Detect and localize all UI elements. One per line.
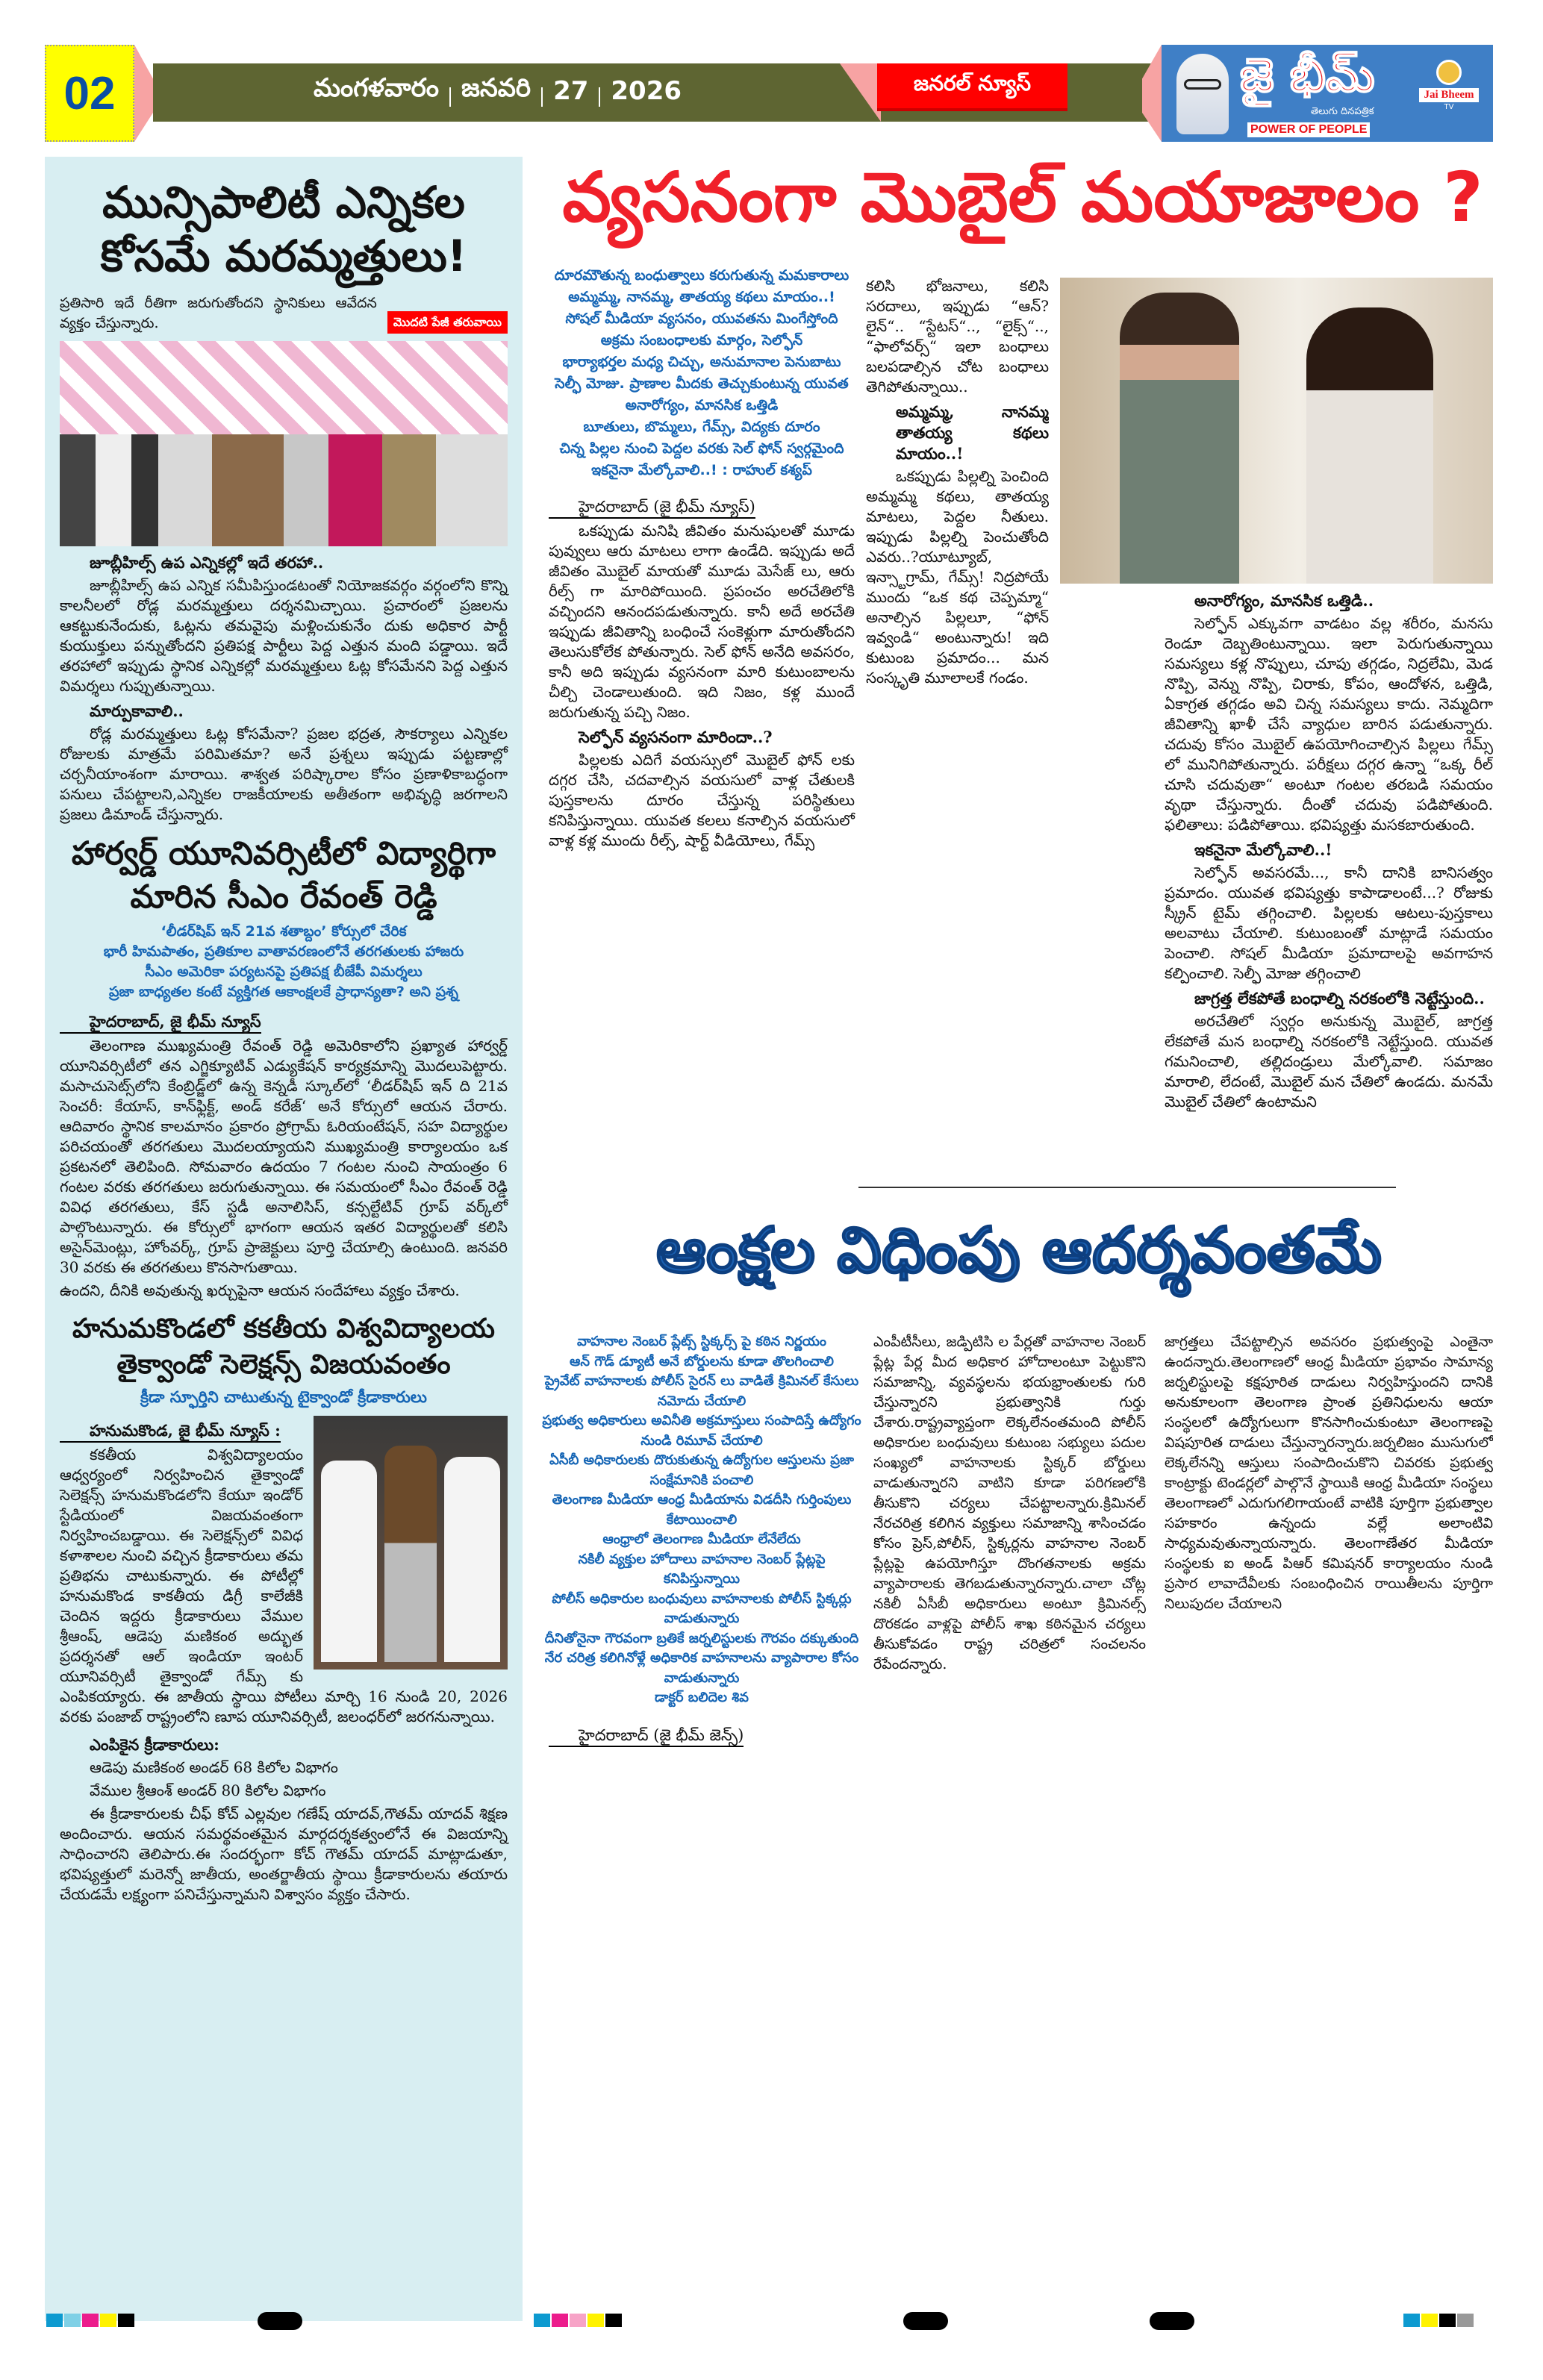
taekwondo-selected: ఎంపికైన క్రీడాకారులు: ఆడెపు మణికంఠ అండర్ 68 కిలోల విభాగం వేముల శ్రీఆంశ్ అండర్ 80 కిలోల విభాగం ఈ క్రీడాకారులకు చీఫ్ కోచ్ ఎల్లవుల గణేష్ యాదవ్,గౌతమ్ యాదవ్ శిక్షణ అందించారు. ఆయన సమర్థవంతమైన మార్గదర్శకత్వంలోనే ఈ విజయాన్ని సాధించారని తెలిపారు.ఈ సందర్భంగా కోచ్ గౌతమ్ యాదవ్ మాట్లాడుతూ, భవిష్యత్తులో మరెన్నో జాతీయ, అంతర్జాతీయ స్థాయి క్రీడాకారులను తయారు చేయడమే లక్ష్యంగా పనిచేస్తున్నామని విశ్వాసం వ్యక్తం చేసారు. bbox=[60, 1735, 508, 1903]
registration-oval bbox=[258, 2312, 302, 2330]
color-mark bbox=[82, 2314, 99, 2327]
day: 27 bbox=[553, 76, 589, 106]
decorative-wedge bbox=[134, 45, 153, 142]
color-mark bbox=[46, 2314, 63, 2327]
color-mark bbox=[100, 2314, 116, 2327]
logo-english: POWER OF PEOPLE bbox=[1247, 122, 1370, 137]
color-mark bbox=[570, 2314, 586, 2327]
mobile-col2: కలిసి భోజనాలు, కలిసి సరదాలు, ఇప్పుడు “ఆన్? లైన్“.. “స్టేటస్“.., “లైక్స్“.., “ఫాలోవర్స్“ ఇలా బంధాలు బలపడాల్సిన చోట బంధాలు తెగిపోతున్నాయి.. అమ్మమ్మ, నానమ్మ తాతయ్య కథలు మాయం..! ఒకప్పుడు పిల్లల్ని పెంచింది అమ్మమ్మ కథలు, తాతయ్య మాటలు, పెద్దల నీతులు. ఇప్పుడు పిల్లల్ని పెంచుతోంది ఎవరు..?యూట్యూబ్, ఇన్స్టాగ్రామ్, గేమ్స్! నిద్రపోయే ముందు “ఒక కథ చెప్పమ్మా“ అనాల్సిన పిల్లలూ, “ఫోన్ ఇవ్వండి“ అంటున్నారు! ఇది కుటుంబ ప్రమాదం... మన సంస్కృతి మూలాలకే గండం. bbox=[866, 277, 1049, 687]
mobile-col3: అనారోగ్యం, మానసిక ఒత్తిడి.. సెల్ఫోన్ ఎక్కువగా వాడటం వల్ల శరీరం, మనసు రెండూ దెబ్బతింటున్నాయి. ఇలా పెరుగుతున్నాయి సమస్యలు కళ్ల నొప్పులు, చూపు తగ్గడం, నిద్రలేమి, మెడ నొప్పి, వెన్ను నొప్పి, చిరాకు, కోపం, ఆందోళన, ఒత్తిడి, ఏకాగ్రత తగ్గడం అవి చిన్న సమస్యలు కాదు. నెమ్మదిగా జీవితాన్ని ఖాళీ చేసే వ్యాధుల బారిన పడుతున్నారు. చదువు కోసం మొబైల్ ఉపయోగించాల్సిన పిల్లలు గేమ్స్ లో మునిగిపోతున్నారు. పరీక్షలు దగ్గర ఉన్నా “ఒక్క రీల్ చూసి చదువుతా“ అంటూ గంటల తరబడి సమయం వృథా చేస్తున్నారు. దీంతో చదువు పడిపోతుంది. ఫలితాలు: పడిపోతాయి. భవిష్యత్తు మసకబారుతుంది. ఇకనైనా మేల్కోవాలి..! సెల్ఫోన్ అవసరమే..., కానీ దానికి బానిసత్వం ప్రమాదం. యువత భవిష్యత్తు కాపాడాలంటే...? రోజుకు స్క్రీన్ టైమ్ తగ్గించాలి. పిల్లలకు ఆటలు-పుస్తకాలు అలవాటు చేయాలి. కుటుంబంతో మాట్లాడే సమయం పెంచాలి. సోషల్ మీడియా ప్రమాదాలపై అవగాహన కల్పించాలి. సెల్ఫీ మోజు తగ్గించాలి జాగ్రత్త లేకపోతే బంధాల్ని నరకంలోకి నెట్టేస్తుంది.. అరచేతిలో స్వర్గం అనుకున్న మొబైల్, జాగ్రత్త లేకపోతే మన బంధాల్ని నరకంలోకి నెట్టేస్తుంది. యువత గమనించాలి, తల్లిదండ్రులు మేల్కోవాలి. సమాజం మారాలి, లేదంటే, మొబైల్ మన చేతిలో ఉండదు. మనమే మొబైల్ చేతిలో ఉంటామని bbox=[1165, 591, 1493, 1111]
month: జనవరి bbox=[461, 73, 532, 103]
plates-col3: జాగ్రత్తలు చేపట్టాల్సిన అవసరం ప్రభుత్వంపై ఎంతైనా ఉందన్నారు.తెలంగాణలో ఆంధ్ర మీడియా ప్రభావం సామాన్య జర్నలిస్టులపై కక్షపూరిత దాడులు నిర్వహిస్తుందని దానికి అనుకూలంగా తెలంగాణ ప్రాంత ప్రతినిధులను ఆయా సంస్థలలో ఉద్యోగులుగా కొనసాగించుకుంటూ తెలంగాణపై విషపూరిత దాడులు చేస్తున్నారన్నారు.జర్నలిజం ముసుగులో లెక్కలేనన్ని ఆస్తులు సంపాదించుకొని చివరకు ప్రభుత్వ కాంట్రాక్టు టెండర్లలో పాల్గొనే స్థాయికి ఆంధ్ర మీడియా సంస్థలు తెలంగాణలో ఎదుగుగలిగాయంటే వాటికి పూర్తిగా ప్రభుత్వాల సహకారం ఉన్నందు వల్లే అలాంటివి సాధ్యమవుతున్నాయన్నారు. తెలంగాణేతర మీడియా సంస్థలకు ఐ అండ్ పిఆర్ కమిషనర్ కార్యాలయం నుండి ప్రసార లావాదేవీలకు సంబంధించిన రాయితీలను పూర్తిగా నిలుపుదల చేయాలని bbox=[1165, 1334, 1493, 1612]
plates-headline: ఆంక్షల విధింపు ఆదర్శవంతమే bbox=[655, 1214, 1383, 1287]
masthead-logo bbox=[1162, 45, 1493, 142]
divider bbox=[858, 1187, 1396, 1188]
tv-logo: Jai Bheem TV bbox=[1419, 60, 1479, 134]
issue-date bbox=[314, 73, 682, 109]
weekday: మంగళవారం bbox=[314, 73, 439, 103]
portrait-icon bbox=[1176, 54, 1229, 134]
taekwondo-headline: హనుమకొండలో కకతీయ విశ్వవిద్యాలయ తైక్వాండో సెలెక్షన్స్ విజయవంతం bbox=[72, 1314, 495, 1380]
logo-tagline: తెలుగు దినపత్రిక bbox=[1311, 106, 1374, 117]
couple-arguing-photo bbox=[1060, 278, 1493, 584]
mobile-col1: హైదరాబాద్ (జై భీమ్ న్యూస్) ఒకప్పుడు మనిషి జీవితం మనుషులతో మూడు పువ్వులు ఆరు మాటలు లాగా ఉండేది. ఇప్పుడు అదే జీవితం మొబైల్ మాయతో మూడు మెసేజ్ లు, ఆరు రీల్స్ గా మారిపోయింది. ప్రపంచం అరచేతిలోకి వచ్చిందని ఆనందపడుతున్నారు. కానీ అదే అరచేతి ఇప్పుడు జీవితాన్ని బంధించే సంకెళ్లుగా మారుతోందని తెలుసుకోలేక పోతున్నారు. సెల్ ఫోన్ అనేది అవసరం, కానీ అది ఇప్పుడు వ్యసనంగా మారి కుటుంబాలను చీల్చి చెండాలుతుంది. ఇది నిజం, కళ్ల ముందే జరుగుతున్న పచ్చి నిజం. సెల్ఫోన్ వ్యసనంగా మారిందా..? పిల్లలకు ఎదిగే వయస్సులో మొబైల్ ఫోన్ లకు దగ్గర చేసి, చదవాల్సిన వయసులో వాళ్ల చేతులకి పుస్తకాలను దూరం చేస్తున్న పరిస్థితులు కనిపిస్తున్నాయి. యువత కలలు కనాల్సిన వయసులో వాళ్ల కళ్ల ముందు రీల్స్, షార్ట్ వీడియోలు, గేమ్స్ bbox=[549, 498, 855, 849]
plates-subheads: వాహనాల నెంబర్ ప్లేట్స్ స్టిక్కర్స్ పై కఠిన నిర్ణయం ఆన్ గౌడ్ డ్యూటీ అనే బోర్డులను కూడా తొలగించాలి ప్రైవేట్ వాహనాలకు పోలీస్ సైరన్ లు వాడితే క్రిమినల్ కేసులు నమోదు చేయాలి ప్రభుత్వ అధికారులు అవినీతి అక్రమాస్తులు సంపాదిస్తే ఉద్యోగం నుండి రిమూవ్ చేయాలి ఏసీబీ అధికారులకు దొరుకుతున్న ఉద్యోగుల ఆస్తులను ప్రజా సంక్షేమానికి పంచాలి తెలంగాణ మీడియా ఆంధ్ర మీడియాను విడదీసి గుర్తింపులు కేటాయించాలి ఆంధ్రాలో తెలంగాణ మీడియా లేనేలేదు నకిలీ వ్యక్తుల హోదాలు వాహనాల నెంబర్ ప్లేట్లపై కనిపిస్తున్నాయి పోలీస్ అధికారుల బంధువులు వాహనాలకు పోలీస్ స్టిక్కర్లు వాడుతున్నారు దీనితోనైనా గౌరవంగా బ్రతికే జర్నలిస్టులకు గౌరవం దక్కుతుంది నేర చరిత్ర కలిగినోళ్లే అధికారిక వాహనాలను వ్యాపారాల కోసం వాడుతున్నారు డాక్టర్ బలిదెల శివ bbox=[542, 1334, 861, 1705]
decorative-wedge bbox=[1142, 45, 1162, 142]
taekwondo-body: హనుమకొండ, జై భీమ్ న్యూస్ : కకతీయ విశ్వవిద్యాలయం ఆధ్వర్యంలో నిర్వహించిన తైక్వాండో సెలెక్షన్స్ హనుమకొండలోని కేయూ ఇండోర్ స్టేడియంలో విజయవంతంగా నిర్వహించబడ్డాయి. ఈ సెలెక్షన్స్‌లో వివిధ కళాశాలల నుంచి వచ్చిన క్రీడాకారులు తమ ప్రతిభను చాటుకున్నారు. ఈ పోటీల్లో హనుమకొండ కాకతీయ డిగ్రీ కాలేజీకి చెందిన ఇద్దరు క్రీడాకారులు వేముల శ్రీఆంష్, ఆడెపు మణికంఠ అద్భుత ప్రదర్శనతో ఆల్ ఇండియా ఇంటర్ యూనివర్సిటీ తైక్వాండో గేమ్స్ కు ఎంపికయ్యారు. ఈ జాతీయ స్థాయి పోటీలు మార్చి 16 నుండి 20, 2026 వరకు పంజాబ్ రాష్ట్రంలోని ణూప యూనివర్సిటీ, జలంధర్‌లో జరగనున్నాయి. bbox=[60, 1416, 508, 1730]
color-mark bbox=[1439, 2314, 1456, 2327]
page-number: 02 bbox=[45, 45, 134, 142]
logo-title: జై భీమ్ bbox=[1240, 48, 1375, 102]
taekwondo-subhead: క్రీడా స్ఫూర్తిని చాటుతున్న టైక్వాండో క్రీడాకారులు bbox=[140, 1388, 427, 1406]
mobile-subheads: దూరమౌతున్న బంధుత్వాలు కరుగుతున్న మమకారాలు అమ్మమ్మ, నానమ్మ, తాతయ్య కథలు మాయం..! సోషల్ మీడియా వ్యసనం, యువతను మింగేస్తోంది అక్రమ సంబంధాలకు మార్గం, సెల్ఫోన్ భార్యాభర్తల మధ్య చిచ్చు, అనుమానాల పెనుబాటు సెల్ఫీ మోజు. ప్రాణాల మీదకు తెచ్చుకుంటున్న యువత అనారోగ్యం, మానసిక ఒత్తిడి బూతులు, బొమ్మలు, గేమ్స్, విద్యకు దూరం చిన్న పిల్లల నుంచి పెద్దల వరకు సెల్ ఫోన్ స్వర్గమైంది ఇకనైనా మేల్కోవాలి..! : రాహుల్ కశ్యప్ bbox=[554, 267, 850, 478]
color-mark bbox=[605, 2314, 622, 2327]
harvard-subheads: ‘లీడర్‌షిప్ ఇన్ 21వ శతాబ్దం’ కోర్సులో చేరిక భారీ హిమపాతం, ప్రతికూల వాతావరణంలోనే తరగతులకు హాజరు సీఎం అమెరికా పర్యటనపై ప్రతిపక్ష బీజేపీ విమర్శలు ప్రజా బాధ్యతల కంటే వ్యక్తిగత ఆకాంక్షలకే ప్రాధాన్యతా? అని ప్రశ్న bbox=[103, 923, 464, 1000]
taekwondo-photo bbox=[314, 1416, 508, 1670]
plates-col1-stack bbox=[541, 1332, 862, 1749]
plates-col2: ఎంపీటీసీలు, జడ్పిటిసి ల పేర్లతో వాహనాల నెంబర్ ప్లేట్ల పేర్ల మీద అధికార హోదాలంటూ పెట్టుకొని సమాజాన్ని, వ్యవస్థలను భయభ్రాంతులకు గురి చేస్తున్నారని ప్రభుత్వానికి గుర్తు చేశారు.రాష్ట్రవ్యాప్తంగా లెక్కలేనంతమంది పోలీస్ అధికారుల బంధువులు కుటుంబ సభ్యులు పదుల సంఖ్యలో వాహనాలకు స్టిక్కర్ బోర్డులు వాడుతున్నారని వాటిని కూడా పరిగణలోకి తీసుకొని చర్యలు చేపట్టాలన్నారు.క్రిమినల్ నేరచరిత్ర కలిగిన వ్యక్తులు సమాజాన్ని శాసించడం కోసం ప్రెస్,పోలీస్, స్టిక్కర్లను వాహనాల నెంబర్ ప్లేట్లపై ఉపయోగిస్తూ దొంగతనాలకు అక్రమ వ్యాపారాలకు తెగబడుతున్నారన్నారు.చాలా చోట్ల నకిలీ ఏసీబీ అధికారులు అంటూ క్రిమినల్స్ దొరకడం వాళ్లపై పోలీస్ శాఖ కఠినమైన చర్యలు తీసుకోవడం రాష్ట్ర చరిత్రలో సంచలనం రేపేందన్నారు. bbox=[873, 1334, 1146, 1672]
continued-tag: మొదటి పేజీ తరువాయి bbox=[387, 311, 508, 334]
left-news-panel bbox=[45, 157, 523, 2321]
blurb: ప్రతిసారి ఇదే రీతిగా జరుగుతోందని స్థానికులు ఆవేదన వ్యక్తం చేస్తున్నారు. bbox=[60, 295, 377, 331]
plates-col1: హైదరాబాద్ (జై భీమ్ జెన్స్) bbox=[541, 1720, 862, 1749]
color-mark bbox=[1421, 2314, 1438, 2327]
mobile-col1-stack bbox=[545, 265, 858, 1168]
mobile-headline: వ్యసనంగా మొబైల్ మయాజాలం ? bbox=[562, 157, 1483, 237]
section-label: జనరల్ న్యూస్ bbox=[877, 63, 1067, 108]
color-mark bbox=[1457, 2314, 1474, 2327]
harvard-body: హైదరాబాద్, జై భీమ్ న్యూస్ తెలంగాణ ముఖ్యమంత్రి రేవంత్ రెడ్డి అమెరికాలోని ప్రఖ్యాత హార్వర్డ్ యూనివర్సిటీలో తన ఎగ్జిక్యూటివ్ ఎడ్యుకేషన్ కార్యక్రమాన్ని మొదలుపెట్టారు. మసాచుసెట్స్‌లోని కేంబ్రిడ్జ్‌లో ఉన్న కెన్నడీ స్కూల్‌లో ‘లీడర్‌షిప్ ఇన్ ది 21వ సెంచరీ: కేయాస్, కాన్‌ఫ్లిక్ట్, అండ్ కరేజ్‘ అనే కోర్సులో ఆయన చేరారు. ఆదివారం స్థానిక కాలమానం ప్రకారం ప్రోగ్రామ్ ఓరియంటేషన్, సహ విద్యార్థుల పరిచయంతో తరగతులు మొదలయ్యాయని ముఖ్యమంత్రి కార్యాలయం ఒక ప్రకటనలో తెలిపింది. సోమవారం ఉదయం 7 గంటల నుంచి సాయంత్రం 6 గంటల వరకు తరగతులు జరుగుతున్నాయి. ఈ సమయంలో సీఎం రేవంత్ రెడ్డి వివిధ తరగతులు, కేస్ స్టడీ అనాలిసిస్, కన్సల్టేటివ్ గ్రూప్ వర్క్‌లో పాల్గొంటున్నారు. ఈ కోర్సులో భాగంగా ఆయన ఇతర విద్యార్థులతో కలిసి అసైన్‌మెంట్లు, హోంవర్క్, గ్రూప్ ప్రాజెక్టులు పూర్తి చేయాల్సి ఉంటుంది. జనవరి 30 వరకు ఈ తరగతులు కొనసాగుతాయి. bbox=[60, 1012, 508, 1276]
color-mark bbox=[64, 2314, 81, 2327]
harvard-closing: ఉందని, దీనికి అవుతున్న ఖర్చుపైనా ఆయన సందేహాలు వ్యక్తం చేశారు. bbox=[60, 1281, 460, 1299]
inauguration-photo bbox=[60, 341, 508, 546]
color-mark bbox=[1403, 2314, 1420, 2327]
color-mark bbox=[534, 2314, 550, 2327]
municipality-headline: మున్సిపాలిటీ ఎన్నికల కోసమే మరమ్మత్తులు! bbox=[100, 177, 467, 281]
color-mark bbox=[552, 2314, 568, 2327]
harvard-headline: హార్వర్డ్ యూనివర్సిటీలో విద్యార్థిగా మారిన సీఎం రేవంత్ రెడ్డి bbox=[71, 835, 496, 916]
color-mark bbox=[587, 2314, 604, 2327]
municipality-body: జూబ్లీహిల్స్ ఉప ఎన్నికల్లో ఇదే తరహా.. జూబ్లీహిల్స్ ఉప ఎన్నిక సమీపిస్తుండటంతో నియోజకవర్గం వర్గంలోని కొన్ని కాలనీలలో రోడ్ల మరమ్మత్తులు దర్శనమిచ్చాయి. ప్రచారంలో ప్రజలను ఆకట్టుకునేందుకు, ఓట్లను తమవైపు మళ్లించుకునేం దుకు అధికార పార్టీ కుయుక్తులు పన్నుతోందని ప్రతిపక్ష పార్టీలు పెద్ద ఎత్తున మంది పడ్డాయి. ఇదే తరహాలో ఇప్పుడు స్థానిక ఎన్నికల్లో మరమ్మత్తులు ఓట్ల కోసమేనని పెద్ద ఎత్తున విమర్శలు గుప్పుతున్నాయి. మార్పుకావాలి.. రోడ్ల మరమ్మత్తులు ఓట్ల కోసమేనా? ప్రజల భద్రత, సౌకర్యాలు ఎన్నికల రోజులకు మాత్రమే పరిమితమా? అనే ప్రశ్నలు ఇప్పుడు పట్టణాల్లో చర్చనీయాంశంగా మారాయి. శాశ్వత పరిష్కారాల కోసం ప్రణాళికాబద్ధంగా పనులు చేపట్టాలని,ఎన్నికల రాజకీయాలకు అతీతంగా అభివృద్ధి జరగాలని ప్రజలు డిమాండ్ చేస్తున్నారు. bbox=[60, 553, 508, 823]
year: 2026 bbox=[611, 76, 682, 106]
registration-oval bbox=[903, 2312, 948, 2330]
color-mark bbox=[118, 2314, 134, 2327]
registration-oval bbox=[1150, 2312, 1194, 2330]
